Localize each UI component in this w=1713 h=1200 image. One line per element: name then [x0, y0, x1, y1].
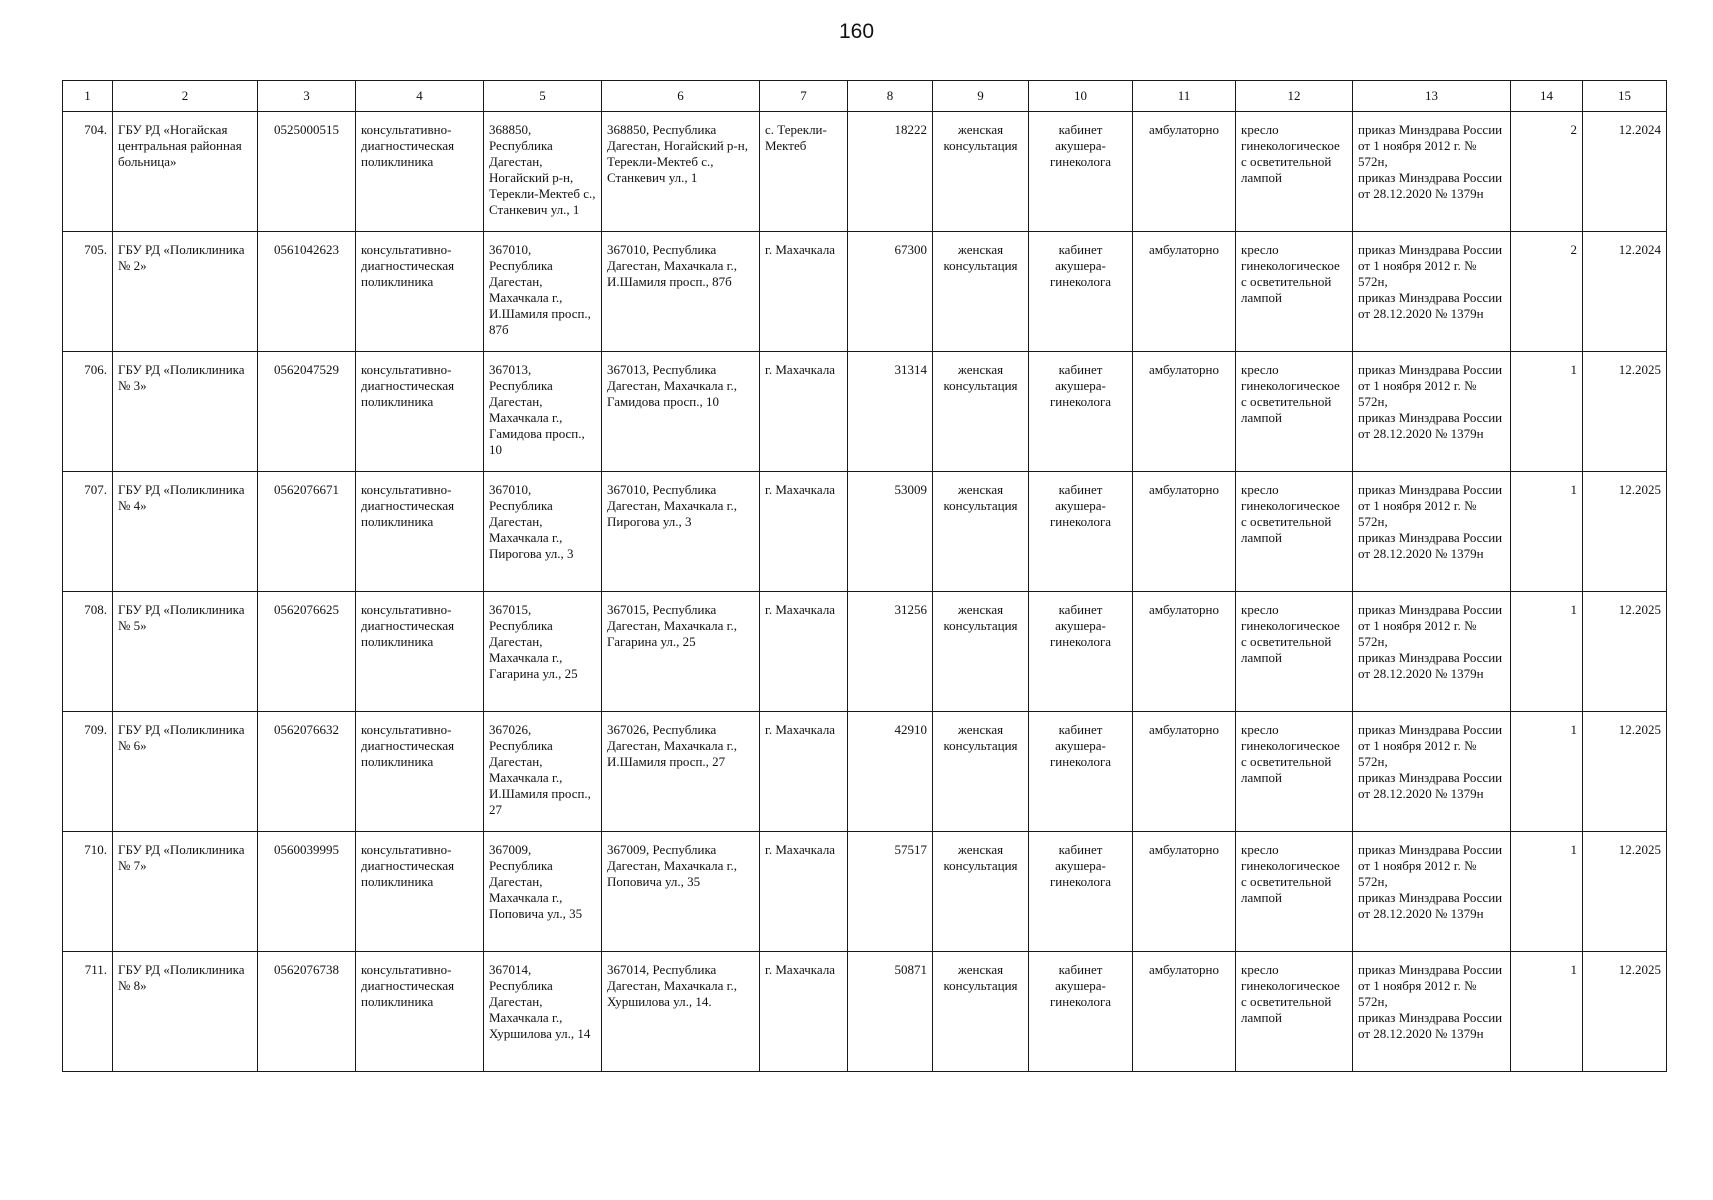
regulation-order: приказ Минздрава России от 1 ноября 2012 г. № 572н, приказ Минздрава России от 28.12.2020 № 1379н: [1353, 832, 1511, 952]
care-condition: амбулаторно: [1133, 952, 1236, 1072]
table-row: [63, 232, 1667, 352]
table-row: [63, 352, 1667, 472]
volume: 50871: [848, 952, 933, 1072]
table-row: [63, 112, 1667, 232]
inn: 0562076671: [258, 472, 356, 592]
settlement: г. Махачкала: [760, 472, 848, 592]
actual-address: 367026, Республика Дагестан, Махачкала г., И.Шамиля просп., 27: [602, 712, 760, 832]
inn: 0561042623: [258, 232, 356, 352]
equipment: кресло гинекологическое с осветительной лампой: [1236, 592, 1353, 712]
row-number: 708.: [63, 592, 113, 712]
legal-address: 367013, Республика Дагестан, Махачкала г., Гамидова просп., 10: [484, 352, 602, 472]
care-condition: амбулаторно: [1133, 112, 1236, 232]
actual-address: 367013, Республика Дагестан, Махачкала г., Гамидова просп., 10: [602, 352, 760, 472]
facility-type: консультативно-диагностическая поликлиника: [356, 592, 484, 712]
volume: 57517: [848, 832, 933, 952]
row-number: 705.: [63, 232, 113, 352]
due-date: 12.2025: [1583, 592, 1667, 712]
unit-count: 2: [1511, 112, 1583, 232]
settlement: с. Терекли-Мектеб: [760, 112, 848, 232]
organization-name: ГБУ РД «Поликлиника № 8»: [113, 952, 258, 1072]
table-header: [63, 81, 1667, 112]
actual-address: 367009, Республика Дагестан, Махачкала г., Поповича ул., 35: [602, 832, 760, 952]
organization-name: ГБУ РД «Ногайская центральная районная больница»: [113, 112, 258, 232]
specialty: женская консультация: [933, 352, 1029, 472]
actual-address: 367010, Республика Дагестан, Махачкала г., И.Шамиля просп., 87б: [602, 232, 760, 352]
due-date: 12.2025: [1583, 472, 1667, 592]
facility-type: консультативно-диагностическая поликлиника: [356, 712, 484, 832]
unit-count: 1: [1511, 592, 1583, 712]
regulation-order: приказ Минздрава России от 1 ноября 2012 г. № 572н, приказ Минздрава России от 28.12.2020 № 1379н: [1353, 232, 1511, 352]
regulation-order: приказ Минздрава России от 1 ноября 2012 г. № 572н, приказ Минздрава России от 28.12.2020 № 1379н: [1353, 112, 1511, 232]
unit-count: 2: [1511, 232, 1583, 352]
inn: 0560039995: [258, 832, 356, 952]
care-condition: амбулаторно: [1133, 472, 1236, 592]
legal-address: 367014, Республика Дагестан, Махачкала г., Хуршилова ул., 14: [484, 952, 602, 1072]
facility-type: консультативно-диагностическая поликлиника: [356, 112, 484, 232]
due-date: 12.2024: [1583, 112, 1667, 232]
column-header: 9: [933, 81, 1029, 112]
column-header: 4: [356, 81, 484, 112]
row-number: 706.: [63, 352, 113, 472]
legal-address: 367010, Республика Дагестан, Махачкала г., Пирогова ул., 3: [484, 472, 602, 592]
settlement: г. Махачкала: [760, 232, 848, 352]
column-header: 7: [760, 81, 848, 112]
volume: 67300: [848, 232, 933, 352]
volume: 31256: [848, 592, 933, 712]
due-date: 12.2024: [1583, 232, 1667, 352]
row-number: 709.: [63, 712, 113, 832]
care-condition: амбулаторно: [1133, 832, 1236, 952]
cabinet: кабинет акушера-гинеколога: [1029, 352, 1133, 472]
organization-name: ГБУ РД «Поликлиника № 7»: [113, 832, 258, 952]
row-number: 711.: [63, 952, 113, 1072]
organization-name: ГБУ РД «Поликлиника № 5»: [113, 592, 258, 712]
column-header: 3: [258, 81, 356, 112]
legal-address: 368850, Республика Дагестан, Ногайский р-н, Терекли-Мектеб с., Станкевич ул., 1: [484, 112, 602, 232]
column-header: 6: [602, 81, 760, 112]
unit-count: 1: [1511, 712, 1583, 832]
specialty: женская консультация: [933, 232, 1029, 352]
organization-name: ГБУ РД «Поликлиника № 6»: [113, 712, 258, 832]
specialty: женская консультация: [933, 832, 1029, 952]
volume: 31314: [848, 352, 933, 472]
actual-address: 367010, Республика Дагестан, Махачкала г., Пирогова ул., 3: [602, 472, 760, 592]
column-header: 14: [1511, 81, 1583, 112]
table-row: [63, 712, 1667, 832]
column-header: 1: [63, 81, 113, 112]
registry-table: [62, 80, 1667, 1072]
care-condition: амбулаторно: [1133, 232, 1236, 352]
legal-address: 367026, Республика Дагестан, Махачкала г., И.Шамиля просп., 27: [484, 712, 602, 832]
equipment: кресло гинекологическое с осветительной лампой: [1236, 832, 1353, 952]
column-header: 2: [113, 81, 258, 112]
cabinet: кабинет акушера-гинеколога: [1029, 952, 1133, 1072]
volume: 42910: [848, 712, 933, 832]
legal-address: 367010, Республика Дагестан, Махачкала г., И.Шамиля просп., 87б: [484, 232, 602, 352]
facility-type: консультативно-диагностическая поликлиника: [356, 832, 484, 952]
inn: 0562076738: [258, 952, 356, 1072]
due-date: 12.2025: [1583, 712, 1667, 832]
cabinet: кабинет акушера-гинеколога: [1029, 592, 1133, 712]
regulation-order: приказ Минздрава России от 1 ноября 2012 г. № 572н, приказ Минздрава России от 28.12.2020 № 1379н: [1353, 472, 1511, 592]
cabinet: кабинет акушера-гинеколога: [1029, 832, 1133, 952]
row-number: 704.: [63, 112, 113, 232]
care-condition: амбулаторно: [1133, 352, 1236, 472]
row-number: 707.: [63, 472, 113, 592]
table-row: [63, 832, 1667, 952]
inn: 0562047529: [258, 352, 356, 472]
column-header: 11: [1133, 81, 1236, 112]
table-row: [63, 472, 1667, 592]
row-number: 710.: [63, 832, 113, 952]
regulation-order: приказ Минздрава России от 1 ноября 2012 г. № 572н, приказ Минздрава России от 28.12.2020 № 1379н: [1353, 592, 1511, 712]
equipment: кресло гинекологическое с осветительной лампой: [1236, 232, 1353, 352]
organization-name: ГБУ РД «Поликлиника № 3»: [113, 352, 258, 472]
inn: 0562076625: [258, 592, 356, 712]
due-date: 12.2025: [1583, 352, 1667, 472]
table-row: [63, 592, 1667, 712]
unit-count: 1: [1511, 472, 1583, 592]
settlement: г. Махачкала: [760, 712, 848, 832]
equipment: кресло гинекологическое с осветительной лампой: [1236, 472, 1353, 592]
legal-address: 367015, Республика Дагестан, Махачкала г., Гагарина ул., 25: [484, 592, 602, 712]
volume: 18222: [848, 112, 933, 232]
equipment: кресло гинекологическое с осветительной лампой: [1236, 952, 1353, 1072]
cabinet: кабинет акушера-гинеколога: [1029, 112, 1133, 232]
page-number: 160: [838, 20, 875, 43]
inn: 0562076632: [258, 712, 356, 832]
specialty: женская консультация: [933, 592, 1029, 712]
facility-type: консультативно-диагностическая поликлиника: [356, 472, 484, 592]
actual-address: 368850, Республика Дагестан, Ногайский р-н, Терекли-Мектеб с., Станкевич ул., 1: [602, 112, 760, 232]
unit-count: 1: [1511, 352, 1583, 472]
facility-type: консультативно-диагностическая поликлиника: [356, 352, 484, 472]
care-condition: амбулаторно: [1133, 592, 1236, 712]
column-header: 8: [848, 81, 933, 112]
actual-address: 367014, Республика Дагестан, Махачкала г., Хуршилова ул., 14.: [602, 952, 760, 1072]
unit-count: 1: [1511, 952, 1583, 1072]
due-date: 12.2025: [1583, 832, 1667, 952]
equipment: кресло гинекологическое с осветительной лампой: [1236, 352, 1353, 472]
equipment: кресло гинекологическое с осветительной лампой: [1236, 712, 1353, 832]
column-header: 13: [1353, 81, 1511, 112]
settlement: г. Махачкала: [760, 832, 848, 952]
specialty: женская консультация: [933, 712, 1029, 832]
cabinet: кабинет акушера-гинеколога: [1029, 472, 1133, 592]
settlement: г. Махачкала: [760, 352, 848, 472]
specialty: женская консультация: [933, 472, 1029, 592]
column-header: 10: [1029, 81, 1133, 112]
regulation-order: приказ Минздрава России от 1 ноября 2012 г. № 572н, приказ Минздрава России от 28.12.2020 № 1379н: [1353, 712, 1511, 832]
facility-type: консультативно-диагностическая поликлиника: [356, 232, 484, 352]
table-body: [63, 112, 1667, 1072]
cabinet: кабинет акушера-гинеколога: [1029, 232, 1133, 352]
settlement: г. Махачкала: [760, 952, 848, 1072]
volume: 53009: [848, 472, 933, 592]
regulation-order: приказ Минздрава России от 1 ноября 2012 г. № 572н, приказ Минздрава России от 28.12.2020 № 1379н: [1353, 352, 1511, 472]
cabinet: кабинет акушера-гинеколога: [1029, 712, 1133, 832]
organization-name: ГБУ РД «Поликлиника № 2»: [113, 232, 258, 352]
column-header: 15: [1583, 81, 1667, 112]
facility-type: консультативно-диагностическая поликлиника: [356, 952, 484, 1072]
specialty: женская консультация: [933, 952, 1029, 1072]
equipment: кресло гинекологическое с осветительной лампой: [1236, 112, 1353, 232]
actual-address: 367015, Республика Дагестан, Махачкала г., Гагарина ул., 25: [602, 592, 760, 712]
inn: 0525000515: [258, 112, 356, 232]
unit-count: 1: [1511, 832, 1583, 952]
column-header: 12: [1236, 81, 1353, 112]
regulation-order: приказ Минздрава России от 1 ноября 2012 г. № 572н, приказ Минздрава России от 28.12.2020 № 1379н: [1353, 952, 1511, 1072]
due-date: 12.2025: [1583, 952, 1667, 1072]
specialty: женская консультация: [933, 112, 1029, 232]
legal-address: 367009, Республика Дагестан, Махачкала г., Поповича ул., 35: [484, 832, 602, 952]
settlement: г. Махачкала: [760, 592, 848, 712]
organization-name: ГБУ РД «Поликлиника № 4»: [113, 472, 258, 592]
care-condition: амбулаторно: [1133, 712, 1236, 832]
table-row: [63, 952, 1667, 1072]
column-header: 5: [484, 81, 602, 112]
